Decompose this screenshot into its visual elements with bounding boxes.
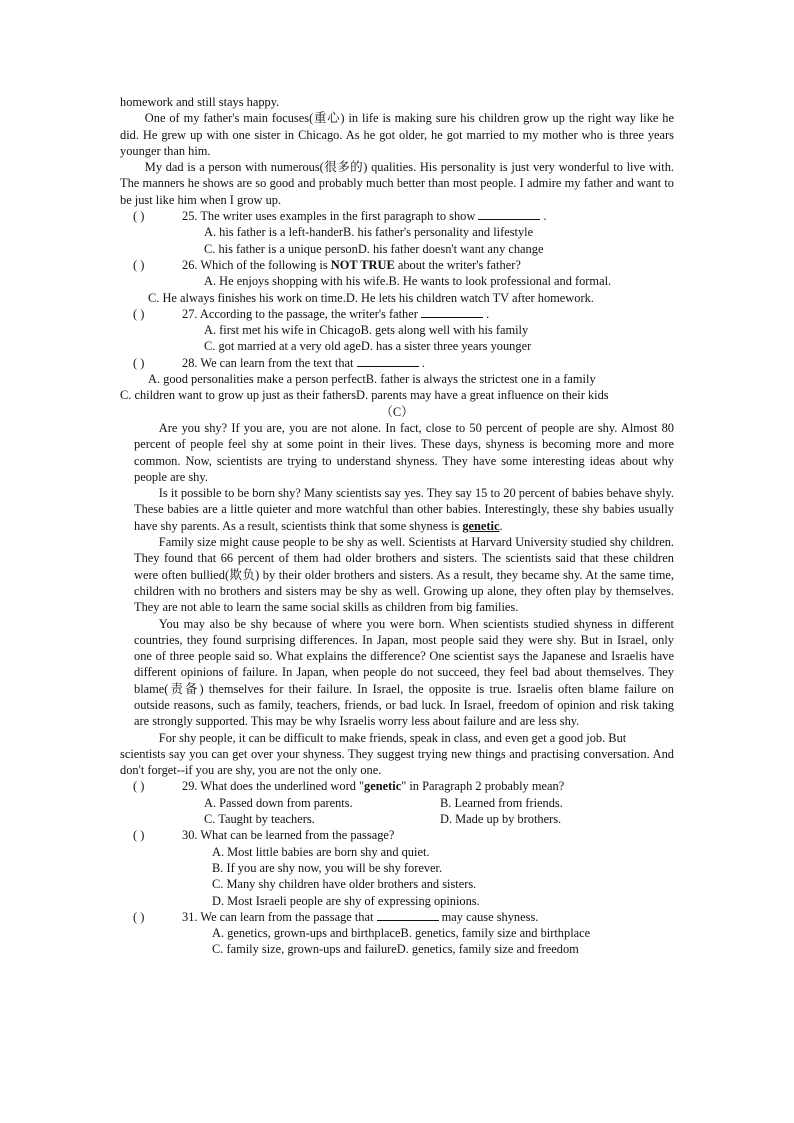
answer-blank	[478, 209, 540, 220]
passage-c-paragraph-3: Family size might cause people to be shy as well. Scientists at Harvard University studied shy children. They found that 66 percent of them had older brothers and sisters. The scientists said that these children were often bullied(欺负) by their older brothers and sisters. As a result, they became shy. At the same time, children with no brothers and sisters may be shy as well. Growing up alone, they often play by themselves. They are not able to learn the same social skills as children from big families.	[134, 535, 674, 615]
passage-b-paragraph-3: My dad is a person with numerous(很多的) qualities. His personality is just very wonderful to live with. The manners he shows are so good and probably much better than most people. I admire my father and want to be just like him when I grow up.	[120, 160, 674, 207]
q25-options-cd: C. his father is a unique personD. his father doesn't want any change	[204, 241, 544, 256]
question-31: ( ) 31. We can learn from the passage that may cause shyness.	[120, 909, 674, 925]
q28-options-cd: C. children want to grow up just as their fathersD. parents may have a great influence on their kids	[120, 388, 609, 403]
passage-c-paragraph-4: You may also be shy because of where you were born. When scientists studied shyness in different countries, they found surprising differences. In Japan, most people said they were shy. But in Israel, only one of three people said so. What explains the difference? One scientist says the Japanese and Israelis have different opinions of failure. In Japan, when people do not succeed, they feel bad about themselves. They blame(责备) themselves for their failure. In Israel, the opposite is true. Israelis often blame failure on outside reasons, such as family, teachers, friends, or bad luck. In Israel, freedom of opinion and risk taking are strongly supported. This may be why Israelis worry less about failure and are less shy.	[134, 616, 674, 729]
q30-option-b: B. If you are shy now, you will be shy forever.	[212, 860, 443, 875]
q29-option-c: C. Taught by teachers.	[204, 812, 315, 827]
q31-options-cd: C. family size, grown-ups and failureD. genetics, family size and freedom	[212, 942, 579, 957]
section-c-heading: （C）	[380, 404, 414, 419]
answer-blank	[421, 307, 483, 318]
question-28: ( ) 28. We can learn from the text that .	[120, 355, 674, 371]
q30-option-d: D. Most Israeli people are shy of expressing opinions.	[212, 893, 480, 908]
q27-options-cd: C. got married at a very old ageD. has a sister three years younger	[204, 339, 532, 354]
answer-bracket[interactable]: ( )	[133, 257, 145, 272]
question-25: ( ) 25. The writer uses examples in the first paragraph to show .	[120, 208, 674, 224]
q30-option-a: A. Most little babies are born shy and quiet.	[212, 844, 430, 859]
q29-option-a: A. Passed down from parents.	[204, 795, 353, 810]
underlined-word-genetic: genetic	[462, 518, 500, 533]
question-29: ( ) 29. What does the underlined word "genetic" in Paragraph 2 probably mean?	[120, 778, 674, 794]
passage-b-paragraph-2: One of my father's main focuses(重心) in life is making sure his children grow up the right way like he did. He grew up with one sister in Chicago. As he got older, he got married to my mother who is three years younger than him.	[120, 111, 674, 158]
answer-bracket[interactable]: ( )	[133, 355, 145, 370]
q26-options-cd: C. He always finishes his work on time.D. He lets his children watch TV after homework.	[148, 290, 594, 305]
question-26: ( ) 26. Which of the following is NOT TRUE about the writer's father?	[120, 257, 674, 273]
q27-options-ab: A. first met his wife in ChicagoB. gets along well with his family	[204, 323, 529, 338]
exam-page	[120, 94, 674, 958]
q26-options-ab: A. He enjoys shopping with his wife.B. He wants to look professional and formal.	[204, 274, 612, 289]
answer-bracket[interactable]: ( )	[133, 909, 145, 924]
q25-options-ab: A. his father is a left-handerB. his father's personality and lifestyle	[204, 225, 534, 240]
passage-b-ending: homework and still stays happy.	[120, 95, 280, 109]
answer-blank	[377, 910, 439, 921]
answer-bracket[interactable]: ( )	[133, 209, 145, 224]
passage-c	[134, 420, 674, 746]
passage-c-paragraph-5-continued: scientists say you can get over your shyness. They suggest trying new things and practising conversation. And don't forget--if you are shy, you are not the only one.	[120, 746, 674, 778]
q29-option-b: B. Learned from friends.	[440, 795, 563, 810]
answer-blank	[357, 356, 419, 367]
q31-options-ab: A. genetics, grown-ups and birthplaceB. genetics, family size and birthplace	[212, 926, 591, 941]
question-27: ( ) 27. According to the passage, the writer's father .	[120, 306, 674, 322]
q30-option-c: C. Many shy children have older brothers and sisters.	[212, 877, 477, 892]
q29-option-d: D. Made up by brothers.	[440, 812, 562, 827]
answer-bracket[interactable]: ( )	[133, 306, 145, 321]
answer-bracket[interactable]: ( )	[133, 828, 145, 843]
q28-options-ab: A. good personalities make a person perfectB. father is always the strictest one in a family	[148, 372, 596, 387]
passage-c-paragraph-1: Are you shy? If you are, you are not alone. In fact, close to 50 percent of people are shy. Almost 80 percent of people feel shy at some point in their lives. These days, shyness is becoming more and more common. Now, scientists are trying to understand shyness. They have some interesting ideas about why people are shy.	[134, 420, 674, 484]
q29-options	[120, 795, 674, 828]
question-30: ( ) 30. What can be learned from the passage?	[120, 827, 674, 843]
passage-c-paragraph-2: Is it possible to be born shy? Many scientists say yes. They say 15 to 20 percent of babies behave shyly. These babies are a little quieter and more watchful than other babies. Interestingly, these shy babies usually have shy parents. As a result, scientists think that some shyness is genetic.	[134, 486, 674, 533]
passage-c-paragraph-5: For shy people, it can be difficult to make friends, speak in class, and even get a good job. But	[158, 730, 627, 745]
answer-bracket[interactable]: ( )	[133, 779, 145, 794]
